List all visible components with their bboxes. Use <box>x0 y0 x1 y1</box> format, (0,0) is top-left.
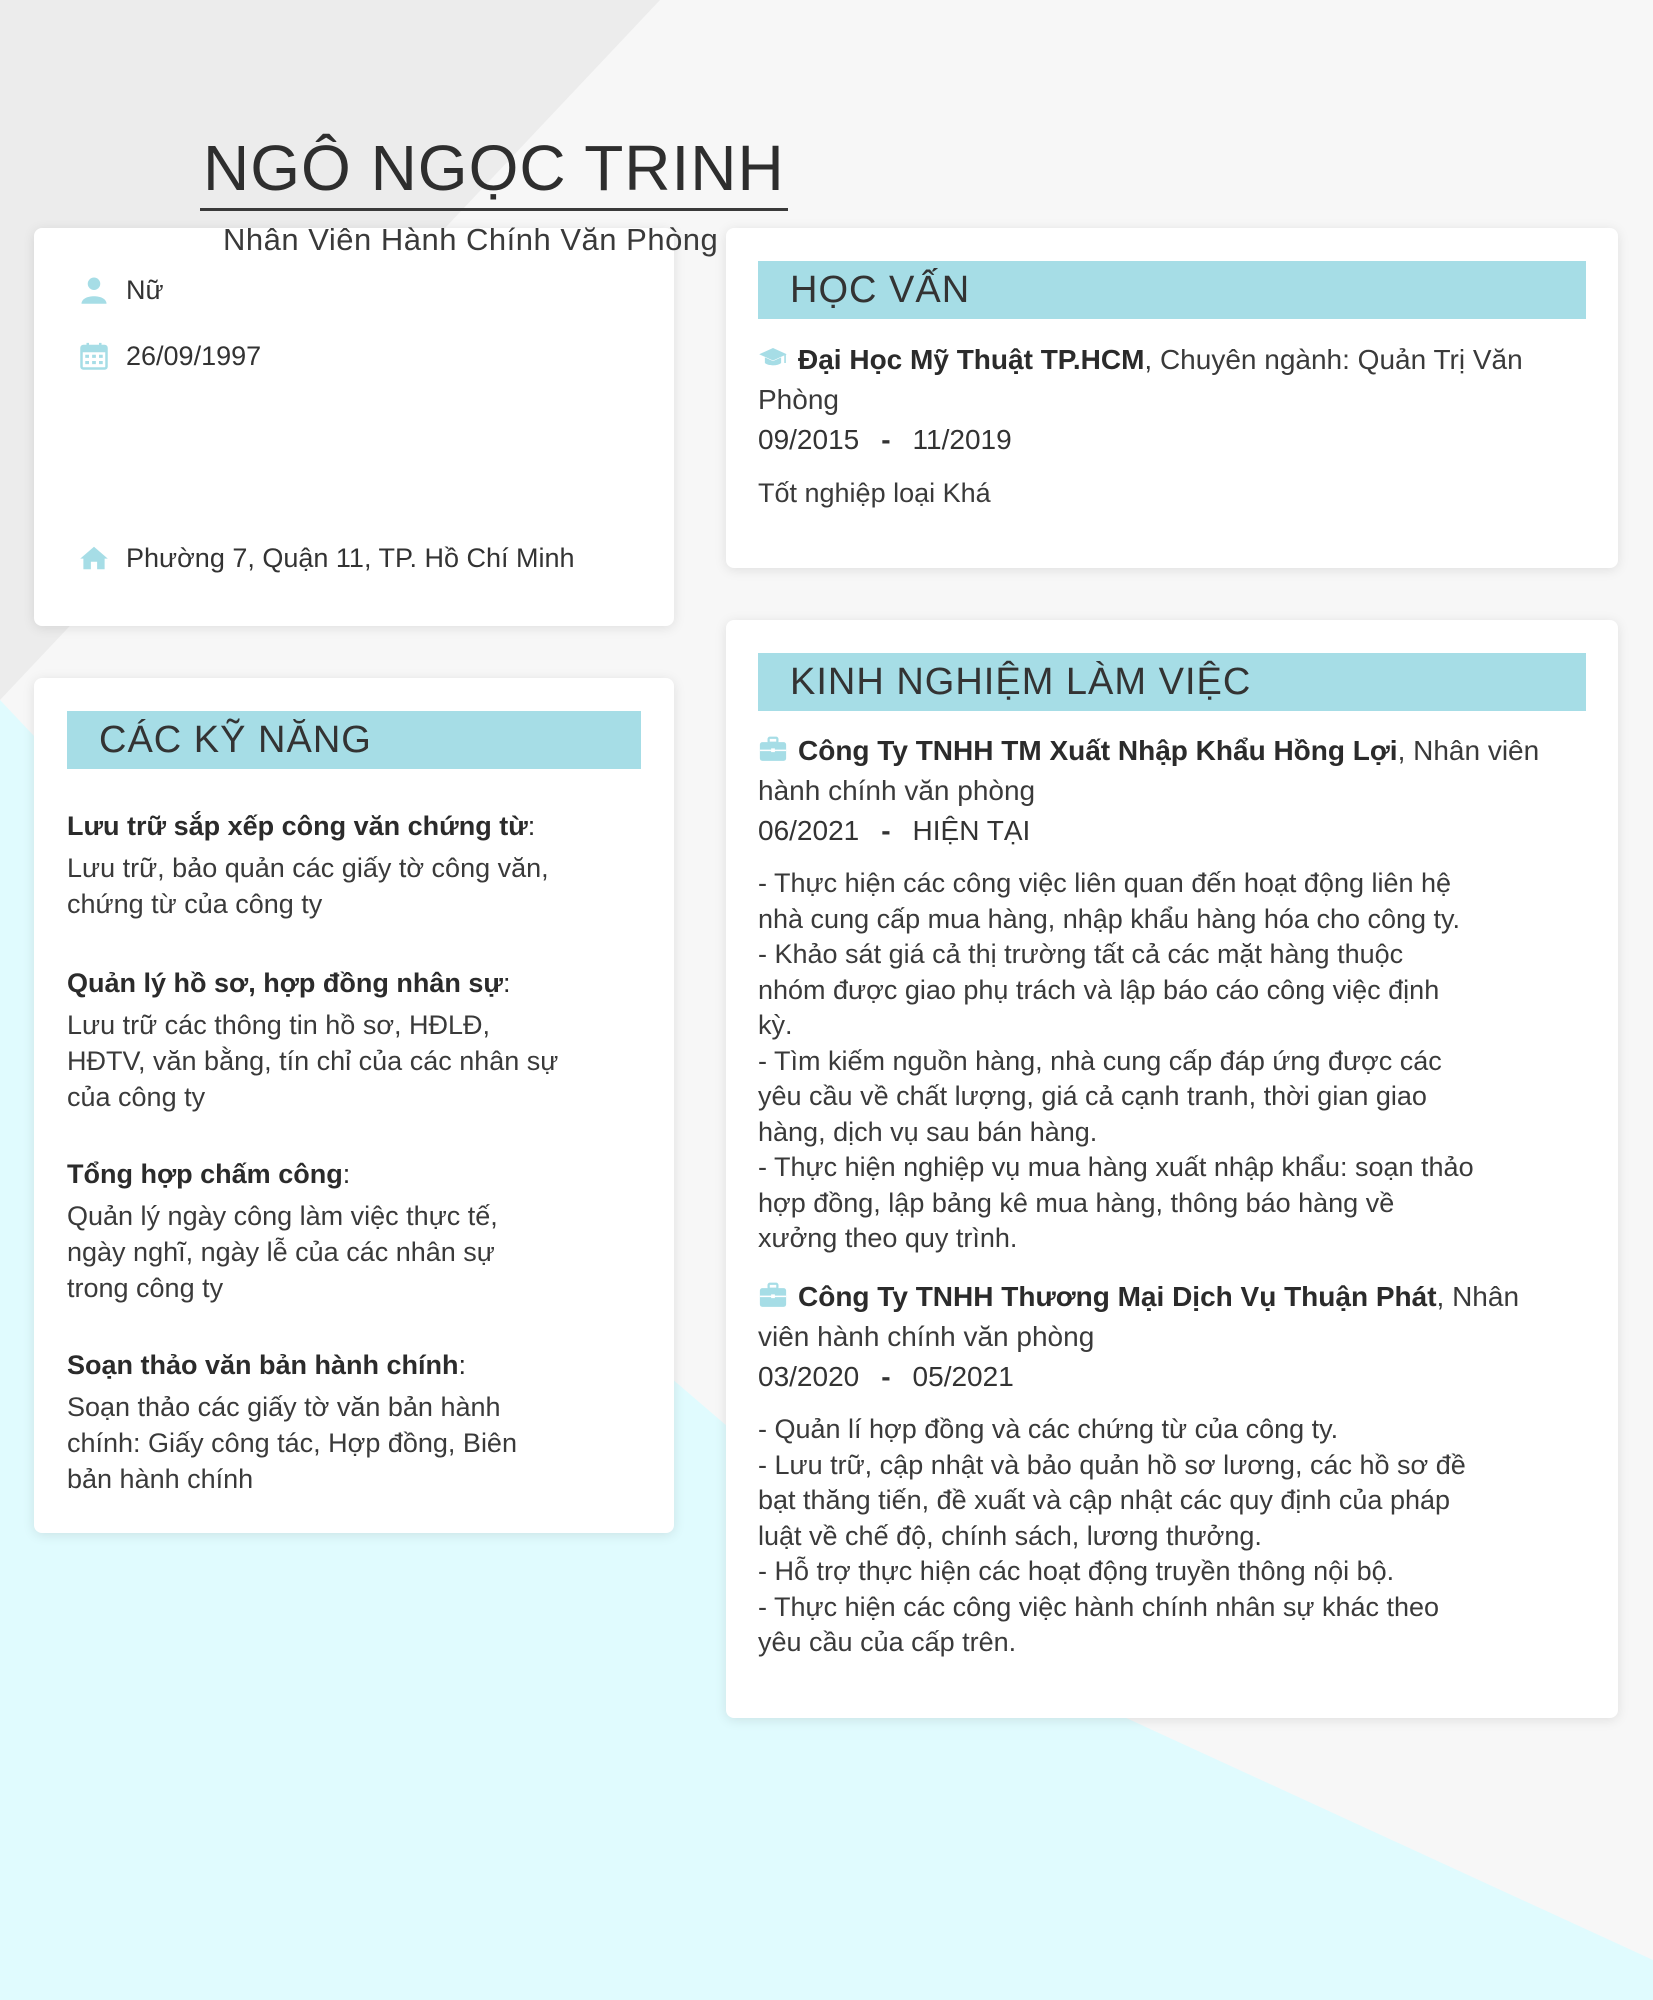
candidate-name: NGÔ NGỌC TRINH <box>200 130 788 211</box>
job-role: , Nhân viên <box>1397 735 1540 766</box>
description-line: nhóm được giao phụ trách và lập báo cáo công việc định <box>758 974 1440 1005</box>
skill-item: Quản lý hồ sơ, hợp đồng nhân sự: Lưu trữ các thông tin hồ sơ, HĐLĐ, HĐTV, văn bằng, tín chỉ của các nhân sự của công ty <box>67 965 627 1115</box>
description-line: - Hỗ trợ thực hiện các hoạt động truyền thông nội bộ. <box>758 1556 1395 1586</box>
address-row <box>76 540 575 576</box>
job-role-cont: viên hành chính văn phòng <box>758 1321 1095 1352</box>
major-text: , Chuyên ngành: Quản Trị Văn <box>1144 344 1523 375</box>
description-line: bạt thăng tiến, đề xuất và cập nhật các quy định của pháp <box>758 1485 1451 1515</box>
skill-desc-line: Quản lý ngày công làm việc thực tế, <box>67 1201 498 1231</box>
skill-desc-line: Soạn thảo các giấy tờ văn bản hành <box>67 1392 501 1422</box>
job-entry-header <box>758 1279 1558 1355</box>
date-separator: - <box>881 424 891 455</box>
description-line: xưởng theo quy trình. <box>758 1223 1018 1253</box>
job-title: Nhân Viên Hành Chính Văn Phòng <box>223 222 719 257</box>
start-date: 09/2015 <box>758 424 860 455</box>
skill-desc-line: HĐTV, văn bằng, tín chỉ của các nhân sự <box>67 1046 559 1076</box>
company-name: Công Ty TNHH Thương Mại Dịch Vụ Thuận Phát <box>798 1281 1437 1312</box>
job-role: , Nhân <box>1436 1281 1520 1312</box>
skill-item: Soạn thảo văn bản hành chính: Soạn thảo các giấy tờ văn bản hành chính: Giấy công tác, Hợp đồng, Biên bản hành chính <box>67 1347 627 1497</box>
education-card <box>726 228 1618 568</box>
skill-desc-line: ngày nghĩ, ngày lễ của các nhân sự <box>67 1237 495 1267</box>
address-text: Phường 7, Quận 11, TP. Hồ Chí Minh <box>126 542 575 573</box>
skill-item: Lưu trữ sắp xếp công văn chứng từ: Lưu trữ, bảo quản các giấy tờ công văn, chứng từ của công ty <box>67 808 627 922</box>
skill-name: Lưu trữ sắp xếp công văn chứng từ <box>67 811 528 841</box>
start-date: 06/2021 <box>758 815 860 846</box>
skill-desc-line: bản hành chính <box>67 1464 254 1494</box>
description-line: - Lưu trữ, cập nhật và bảo quản hồ sơ lương, các hồ sơ đề <box>758 1449 1466 1480</box>
description-line: - Khảo sát giá cả thị trường tất cả các mặt hàng thuộc <box>758 939 1404 969</box>
education-dates <box>758 424 1012 456</box>
description-line: - Tìm kiếm nguồn hàng, nhà cung cấp đáp ứng được các <box>758 1045 1442 1076</box>
calendar-icon <box>76 338 112 374</box>
education-entry-header <box>758 342 1558 418</box>
graduation-cap-icon <box>758 343 788 382</box>
skill-desc-line: chứng từ của công ty <box>67 889 323 919</box>
description-line: yêu cầu của cấp trên. <box>758 1627 1017 1657</box>
name-header <box>200 130 788 211</box>
description-line: hàng, dịch vụ sau bán hàng. <box>758 1116 1098 1147</box>
education-heading: HỌC VẤN <box>758 261 1586 319</box>
end-date: 11/2019 <box>912 424 1012 455</box>
experience-heading: KINH NGHIỆM LÀM VIỆC <box>758 653 1586 711</box>
skill-desc-line: của công ty <box>67 1082 206 1112</box>
start-date: 03/2020 <box>758 1361 860 1392</box>
job-entry-header <box>758 733 1558 809</box>
job-description <box>758 866 1578 1257</box>
education-note: Tốt nghiệp loại Khá <box>758 478 991 508</box>
description-line: nhà cung cấp mua hàng, nhập khẩu hàng hóa cho công ty. <box>758 903 1461 934</box>
skill-desc-line: Lưu trữ các thông tin hồ sơ, HĐLĐ, <box>67 1010 491 1040</box>
skill-name: Soạn thảo văn bản hành chính <box>67 1350 459 1380</box>
description-line: - Thực hiện các công việc hành chính nhân sự khác theo <box>758 1591 1440 1622</box>
skill-name: Tổng hợp chấm công <box>67 1159 343 1189</box>
birthdate-row <box>76 338 261 374</box>
skills-card <box>34 678 674 1533</box>
birthdate-text: 26/09/1997 <box>126 340 262 371</box>
date-separator: - <box>881 1361 891 1392</box>
briefcase-icon <box>758 1280 788 1319</box>
description-line: luật về chế độ, chính sách, lương thưởng. <box>758 1520 1262 1551</box>
gender-text: Nữ <box>126 274 164 305</box>
description-line: - Thực hiện các công việc liên quan đến hoạt động liên hệ <box>758 868 1452 898</box>
user-icon <box>76 272 112 308</box>
description-line: - Quản lí hợp đồng và các chứng từ của công ty. <box>758 1414 1339 1444</box>
end-date: HIỆN TẠI <box>912 815 1031 846</box>
end-date: 05/2021 <box>912 1361 1014 1392</box>
description-line: yêu cầu về chất lượng, giá cả cạnh tranh, thời gian giao <box>758 1081 1427 1111</box>
skill-item: Tổng hợp chấm công: Quản lý ngày công làm việc thực tế, ngày nghĩ, ngày lễ của các nhân sự trong công ty <box>67 1156 627 1306</box>
skill-desc-line: trong công ty <box>67 1273 224 1303</box>
company-name: Công Ty TNHH TM Xuất Nhập Khẩu Hồng Lợi <box>798 735 1398 766</box>
skill-desc-line: chính: Giấy công tác, Hợp đồng, Biên <box>67 1428 517 1458</box>
description-line: kỳ. <box>758 1010 793 1040</box>
skill-desc-line: Lưu trữ, bảo quản các giấy tờ công văn, <box>67 853 549 883</box>
job-dates <box>758 1361 1014 1393</box>
gender-row <box>76 272 164 308</box>
job-role-cont: hành chính văn phòng <box>758 775 1036 806</box>
briefcase-icon <box>758 734 788 773</box>
job-dates <box>758 815 1030 847</box>
skill-name: Quản lý hồ sơ, hợp đồng nhân sự <box>67 968 503 998</box>
skills-heading: CÁC KỸ NĂNG <box>67 711 641 769</box>
experience-card <box>726 620 1618 1718</box>
home-icon <box>76 540 112 576</box>
description-line: - Thực hiện nghiệp vụ mua hàng xuất nhập khẩu: soạn thảo <box>758 1152 1474 1182</box>
date-separator: - <box>881 815 891 846</box>
contact-card <box>34 228 674 626</box>
major-text-cont: Phòng <box>758 384 839 415</box>
job-description <box>758 1412 1578 1661</box>
description-line: hợp đồng, lập bảng kê mua hàng, thông báo hàng về <box>758 1187 1395 1218</box>
school-name: Đại Học Mỹ Thuật TP.HCM <box>798 344 1145 375</box>
